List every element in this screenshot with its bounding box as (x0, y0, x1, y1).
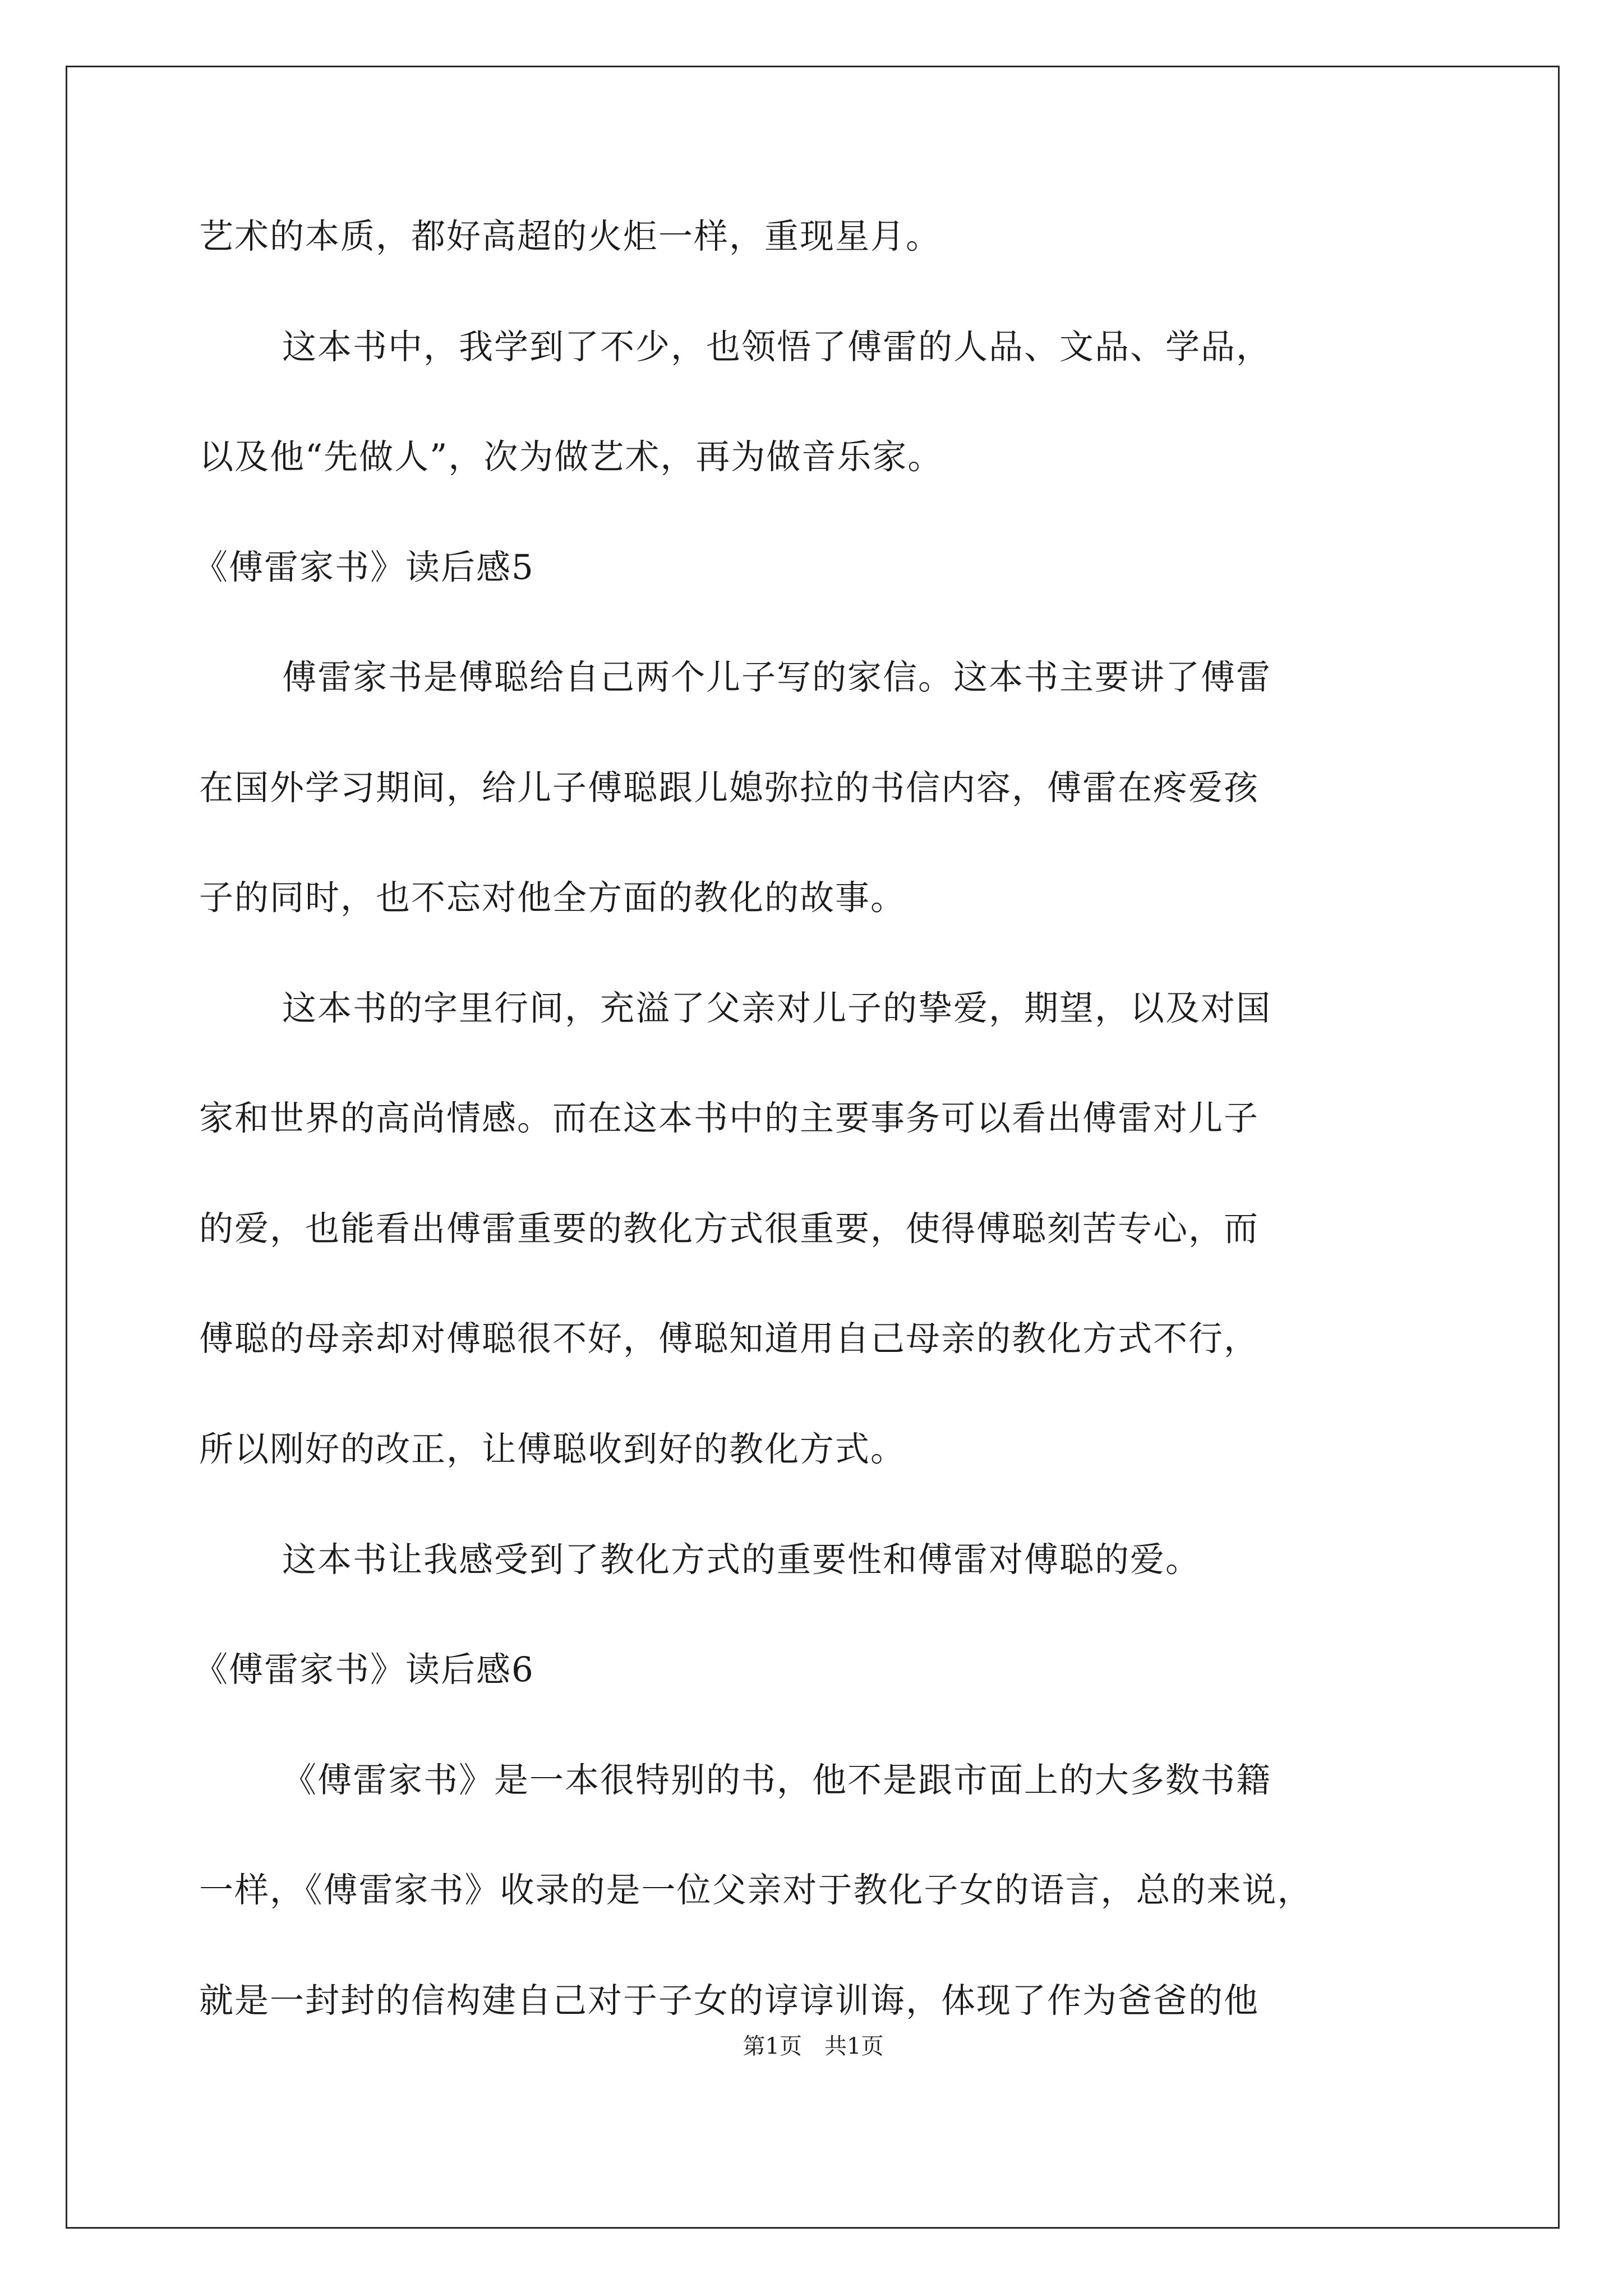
body-text-line: 的爱，也能看出傅雷重要的教化方式很重要，使得傅聪刻苦专心，而 (199, 1209, 1260, 1249)
body-text-line: 在国外学习期间，给儿子傅聪跟儿媳弥拉的书信内容，傅雷在疼爱孩 (199, 768, 1260, 808)
body-text-line: 子的同时，也不忘对他全方面的教化的故事。 (199, 878, 906, 918)
body-text-line: 傅聪的母亲却对傅聪很不好，傅聪知道用自己母亲的教化方式不行， (199, 1319, 1260, 1359)
body-text-line: 傅雷家书是傅聪给自己两个儿子写的家信。这本书主要讲了傅雷 (282, 657, 1272, 697)
body-text-line: 《傅雷家书》是一本很特别的书，他不是跟市面上的大多数书籍 (282, 1760, 1272, 1800)
body-text-line: 家和世界的高尚情感。而在这本书中的主要事务可以看出傅雷对儿子 (199, 1098, 1260, 1138)
body-text-line: 就是一封封的信构建自己对于子女的谆谆训诲，体现了作为爸爸的他 (199, 1981, 1260, 2021)
body-text-line: 这本书的字里行间，充溢了父亲对儿子的挚爱，期望，以及对国 (282, 988, 1272, 1028)
body-text-line: 艺术的本质，都好高超的火炬一样，重现星月。 (199, 217, 942, 256)
page-footer: 第1页 共1页 (743, 2033, 884, 2059)
body-text-line: 这本书让我感受到了教化方式的重要性和傅雷对傅聪的爱。 (282, 1540, 1201, 1580)
body-text-line: 所以刚好的改正，让傅聪收到好的教化方式。 (199, 1429, 906, 1469)
section-heading: 《傅雷家书》读后感5 (193, 547, 534, 587)
body-text-line: 以及他“先做人”，次为做艺术，再为做音乐家。 (199, 437, 943, 477)
section-heading: 《傅雷家书》读后感6 (193, 1650, 534, 1690)
body-text-line: 一样，《傅雷家书》收录的是一位父亲对于教化子女的语言，总的来说， (199, 1870, 1313, 1910)
body-text-line: 这本书中，我学到了不少，也领悟了傅雷的人品、文品、学品， (282, 327, 1272, 367)
